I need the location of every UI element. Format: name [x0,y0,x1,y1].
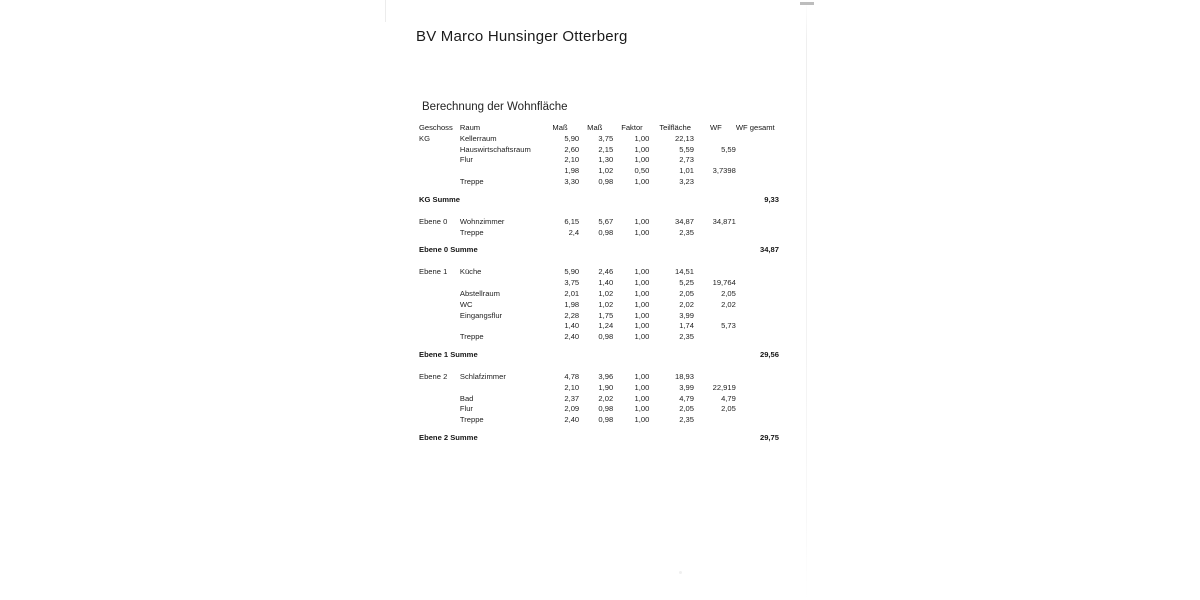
cell-mass2: 3,96 [598,371,614,381]
cell-faktor: 1,00 [634,155,650,165]
table-spacer-row [419,257,779,267]
cell-teilflaeche: 2,05 [679,288,694,298]
cell-wf: 2,05 [721,404,736,414]
cell-raum: Treppe [459,176,484,186]
table-spacer-cell [419,207,779,217]
cell-wf-gesamt [736,383,779,394]
cell-wf-gesamt [736,332,779,343]
cell-raum: Flur [459,404,473,414]
table-row [419,228,779,239]
cell-wf-gesamt [736,289,779,300]
cell-geschoss: Ebene 1 [419,267,448,277]
table-header [419,123,779,134]
cell-teilflaeche: 2,73 [679,155,694,165]
cell-mass1: 2,60 [564,144,580,154]
cell-raum: Abstellraum [459,288,500,298]
cell-geschoss [419,177,460,188]
cell-raum: Treppe [459,332,484,342]
cell-mass2: 2,46 [598,267,614,277]
cell-faktor: 1,00 [634,382,650,392]
cell-mass2: 2,15 [598,144,614,154]
cell-wf [694,155,736,166]
cell-raum: Treppe [459,415,484,425]
column-header-mass-2: Maß [587,123,603,132]
cell-mass1: 2,40 [564,415,580,425]
cell-wf: 34,871 [712,216,736,226]
cell-wf [694,372,736,383]
cell-geschoss: Ebene 2 [419,371,448,381]
column-header-mass-1: Maß [552,123,568,132]
cell-wf: 2,05 [721,288,736,298]
cell-faktor: 1,00 [634,288,650,298]
cell-wf-gesamt [736,404,779,415]
summary-label: Ebene 1 Summe [419,349,478,359]
cell-geschoss [419,321,460,332]
cell-faktor: 1,00 [634,299,650,309]
table-spacer-row [419,343,779,350]
cell-raum: Treppe [459,227,484,237]
cell-geschoss [419,404,460,415]
cell-raum: Flur [459,155,473,165]
cell-teilflaeche: 2,35 [679,332,694,342]
table-row [419,415,779,426]
cell-geschoss [419,166,460,177]
cell-faktor: 1,00 [634,404,650,414]
summary-row [419,195,779,207]
cell-wf-gesamt [736,311,779,322]
summary-label: Ebene 0 Summe [419,245,478,255]
cell-mass1: 1,40 [564,321,580,331]
cell-mass1: 2,09 [564,404,580,414]
cell-wf-gesamt [736,415,779,426]
column-header-wf: WF [710,123,722,132]
table-spacer-cell [419,343,779,350]
cell-raum: Wohnzimmer [459,216,505,226]
summary-value: 29,75 [759,432,779,442]
cell-mass1: 6,15 [564,216,580,226]
cell-mass1: 5,90 [564,133,580,143]
cell-teilflaeche: 5,25 [679,278,694,288]
table-header-row [419,123,779,134]
cell-teilflaeche: 22,13 [674,133,694,143]
table-row [419,332,779,343]
cell-mass2: 1,24 [598,321,614,331]
cell-wf [694,267,736,278]
cell-geschoss: KG [419,133,430,143]
table-row [419,321,779,332]
cell-faktor: 1,00 [634,393,650,403]
cell-geschoss [419,311,460,322]
cell-wf: 19,764 [712,278,736,288]
column-header-wf-gesamt: WF gesamt [735,123,775,132]
cell-mass2: 0,98 [598,227,614,237]
cell-faktor: 1,00 [634,371,650,381]
table-row [419,383,779,394]
section-heading: Berechnung der Wohnfläche [422,101,568,113]
cell-wf-gesamt [736,217,779,228]
cell-wf-gesamt [736,155,779,166]
cell-faktor: 1,00 [634,133,650,143]
cell-raum [460,383,553,394]
cell-mass2: 0,98 [598,415,614,425]
cell-teilflaeche: 2,02 [679,299,694,309]
cell-wf [694,134,736,145]
cell-mass2: 0,98 [598,332,614,342]
cell-raum [460,278,553,289]
cell-wf [694,415,736,426]
table-row [419,300,779,311]
page-title: BV Marco Hunsinger Otterberg [416,28,628,45]
cell-mass1: 3,30 [564,176,580,186]
table-row [419,267,779,278]
cell-geschoss [419,415,460,426]
cell-wf-gesamt [736,177,779,188]
cell-mass1: 2,01 [564,288,580,298]
table-row [419,278,779,289]
table-row [419,289,779,300]
cell-wf: 22,919 [712,382,736,392]
table-row [419,166,779,177]
cell-wf-gesamt [736,267,779,278]
cell-wf [694,228,736,239]
cell-mass2: 1,40 [598,278,614,288]
table-spacer-cell [419,426,779,433]
cell-wf [694,332,736,343]
table-body [419,134,779,445]
table-row [419,145,779,156]
cell-wf: 2,02 [721,299,736,309]
table-row [419,311,779,322]
cell-geschoss [419,155,460,166]
cell-wf [694,311,736,322]
cell-mass1: 4,78 [564,371,580,381]
column-header-faktor: Faktor [621,123,643,132]
table-spacer-cell [419,238,779,245]
cell-mass1: 3,75 [564,278,580,288]
cell-mass2: 2,02 [598,393,614,403]
cell-raum: Hauswirtschaftsraum [459,144,531,154]
cell-teilflaeche: 5,59 [679,144,694,154]
table-spacer-cell [419,188,779,195]
cell-geschoss [419,332,460,343]
cell-mass1: 1,98 [564,299,580,309]
cell-raum: Küche [459,267,482,277]
table-row [419,155,779,166]
cell-wf-gesamt [736,278,779,289]
table-spacer-row [419,188,779,195]
cell-teilflaeche: 34,87 [674,216,694,226]
cell-wf-gesamt [736,134,779,145]
cell-teilflaeche: 2,35 [679,227,694,237]
summary-value: 29,56 [759,349,779,359]
cell-geschoss [419,278,460,289]
cell-geschoss: Ebene 0 [419,216,448,226]
cell-teilflaeche: 1,74 [679,321,694,331]
page-edge-right-line [806,0,807,600]
table-row [419,394,779,405]
summary-value: 9,33 [764,194,779,204]
cell-faktor: 1,00 [634,278,650,288]
summary-row [419,433,779,445]
cell-mass2: 1,02 [598,299,614,309]
cell-wf: 5,73 [721,321,736,331]
cell-mass2: 3,75 [598,133,614,143]
cell-faktor: 1,00 [634,216,650,226]
cell-raum: Bad [459,393,474,403]
cell-raum: Schlafzimmer [459,371,506,381]
cell-wf-gesamt [736,228,779,239]
cell-mass2: 5,67 [598,216,614,226]
cell-faktor: 1,00 [634,321,650,331]
cell-mass1: 2,37 [564,393,580,403]
cell-teilflaeche: 3,99 [679,310,694,320]
wohnflaeche-table [419,123,779,445]
column-header-teilflaeche: Teilfläche [659,123,691,132]
cell-wf-gesamt [736,145,779,156]
cell-teilflaeche: 1,01 [679,166,694,176]
cell-wf: 3,7398 [712,166,736,176]
table-spacer-cell [419,257,779,267]
cell-mass1: 2,40 [564,332,580,342]
cell-mass2: 0,98 [598,404,614,414]
cell-mass2: 1,02 [598,288,614,298]
cell-raum [460,321,553,332]
table-spacer-row [419,426,779,433]
cell-wf: 4,79 [721,393,736,403]
summary-row [419,245,779,257]
cell-teilflaeche: 3,23 [679,176,694,186]
cell-mass2: 0,98 [598,176,614,186]
cell-wf [694,177,736,188]
cell-mass2: 1,30 [598,155,614,165]
cell-faktor: 1,00 [634,332,650,342]
table-row [419,134,779,145]
cell-mass2: 1,02 [598,166,614,176]
table-spacer-row [419,362,779,372]
cell-raum: Kellerraum [459,133,497,143]
cell-geschoss [419,383,460,394]
cell-wf-gesamt [736,321,779,332]
cell-faktor: 0,50 [634,166,650,176]
cell-mass1: 2,10 [564,155,580,165]
cell-teilflaeche: 18,93 [674,371,694,381]
cell-faktor: 1,00 [634,227,650,237]
cell-faktor: 1,00 [634,415,650,425]
table-row [419,217,779,228]
cell-geschoss [419,228,460,239]
summary-label: KG Summe [419,194,460,204]
cell-mass1: 1,98 [564,166,580,176]
table-spacer-row [419,238,779,245]
cell-mass2: 1,75 [598,310,614,320]
table-spacer-cell [419,362,779,372]
cell-teilflaeche: 2,35 [679,415,694,425]
cell-raum: WC [459,299,473,309]
cell-faktor: 1,00 [634,144,650,154]
cell-raum: Eingangsflur [459,310,503,320]
cell-geschoss [419,145,460,156]
cell-geschoss [419,300,460,311]
cell-wf-gesamt [736,394,779,405]
table-row [419,177,779,188]
column-header-raum: Raum [459,123,481,132]
table-spacer-row [419,207,779,217]
cell-mass1: 5,90 [564,267,580,277]
cell-wf: 5,59 [721,144,736,154]
cell-wf-gesamt [736,300,779,311]
table-row [419,372,779,383]
cell-wf-gesamt [736,166,779,177]
summary-label: Ebene 2 Summe [419,432,478,442]
cell-wf-gesamt [736,372,779,383]
cell-teilflaeche: 3,99 [679,382,694,392]
summary-value: 34,87 [759,245,779,255]
cell-geschoss [419,394,460,405]
cell-mass1: 2,28 [564,310,580,320]
cell-teilflaeche: 14,51 [674,267,694,277]
cell-faktor: 1,00 [634,267,650,277]
cell-mass2: 1,90 [598,382,614,392]
cell-teilflaeche: 4,79 [679,393,694,403]
summary-row [419,350,779,362]
table-row [419,404,779,415]
cell-teilflaeche: 2,05 [679,404,694,414]
cell-faktor: 1,00 [634,176,650,186]
cell-faktor: 1,00 [634,310,650,320]
cell-geschoss [419,289,460,300]
cell-mass1: 2,10 [564,382,580,392]
cell-raum [460,166,553,177]
column-header-geschoss: Geschoss [419,123,453,132]
cell-mass1: 2,4 [568,227,580,237]
